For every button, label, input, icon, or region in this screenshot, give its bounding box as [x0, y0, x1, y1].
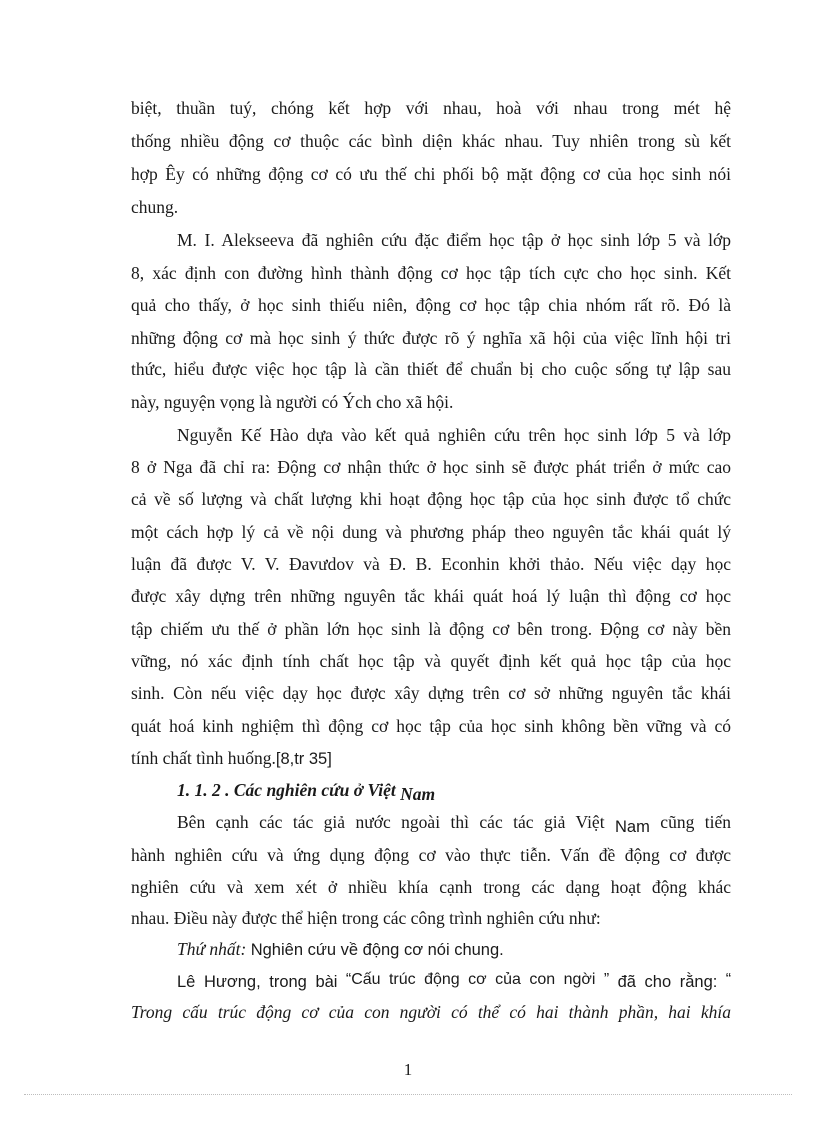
- page-number: 1: [403, 1060, 413, 1079]
- section-heading: [177, 779, 731, 804]
- open-quote: “: [725, 971, 732, 988]
- text-line: M. I. Alekseeva đã nghiên cứu đặc điểm học tập ở học sinh lớp 5 và lớp: [177, 230, 731, 250]
- text-line: nhau. Điều này được thể hiện trong các công trình nghiên cứu như:: [131, 908, 601, 928]
- text-line: [177, 970, 731, 994]
- text-line: hợp Êy có những động cơ có ưu thế chi phối bộ mặt động cơ của học sinh nói: [131, 164, 731, 184]
- heading-text: 1. 1. 2 . Các nghiên cứu ở Việt: [177, 780, 396, 800]
- text-line: quả cho thấy, ở học sinh thiếu niên, động cơ học tập chia nhóm rất rõ. Đó là: [131, 295, 731, 315]
- text-fragment: Bên cạnh các tác giả nước ngoài thì các tác giả Việt: [177, 812, 605, 832]
- text-line: biệt, thuần tuý, chóng kết hợp với nhau, hoà với nhau trong mét hệ: [131, 98, 731, 118]
- text-line: này, nguyện vọng là người có Ých cho xã hội.: [131, 392, 454, 412]
- text-line: một cách hợp lý cả về nội dung và phương pháp theo nguyên tắc khái quát lý: [131, 522, 731, 542]
- citation: [8,tr 35]: [275, 750, 332, 768]
- text-line: vững, nó xác định tính chất học tập và quyết định kết quả học tập của học: [131, 651, 731, 671]
- text-line: 8 ở Nga đã chỉ ra: Động cơ nhận thức ở học sinh sẽ được phát triển ở mức cao: [131, 457, 731, 477]
- footer-divider: [24, 1094, 792, 1095]
- text-line: thức, hiểu được việc học tập là cần thiết để chuẩn bị cho cuộc sống tự lập sau: [131, 359, 731, 379]
- text-line: hành nghiên cứu và ứng dụng động cơ vào thực tiễn. Vấn đề động cơ được: [131, 845, 731, 865]
- label-italic: Thứ nhất:: [177, 939, 247, 959]
- text-line: 8, xác định con đường hình thành động cơ học tập tích cực cho học sinh. Kết: [131, 263, 731, 283]
- text-fragment-lowered: Nam: [615, 818, 650, 836]
- text-line: nghiên cứu và xem xét ở nhiều khía cạnh trong các dạng hoạt động khác: [131, 877, 731, 897]
- text-fragment: Nghiên cứu về động cơ nói chung.: [250, 941, 504, 959]
- text-line: [131, 747, 731, 770]
- text-fragment: cũng tiến: [660, 812, 731, 832]
- quoted-title: “Cấu trúc động cơ của con ngời ”: [345, 971, 610, 988]
- text-line: quát hoá kinh nghiệm thì động cơ học tập của học sinh không bền vững và có: [131, 716, 731, 736]
- text-line: Nguyễn Kế Hào dựa vào kết quả nghiên cứu trên học sinh lớp 5 và lớp: [177, 425, 731, 445]
- text-line: được xây dựng trên những nguyên tắc khái quát hoá lý luận thì động cơ học: [131, 586, 731, 606]
- text-line-italic: Trong cấu trúc động cơ của con người có thể có hai thành phần, hai khía: [131, 1002, 731, 1022]
- text-line: cả về số lượng và chất lượng khi hoạt động học tập của học sinh được tổ chức: [131, 489, 731, 509]
- text-line: [177, 811, 731, 834]
- text-line: luận đã được V. V. Đavưdov và Đ. B. Econhin khởi thảo. Nếu việc dạy học: [131, 554, 731, 574]
- text-line: thống nhiều động cơ thuộc các bình diện khác nhau. Tuy nhiên trong sù kết: [131, 131, 731, 151]
- text-fragment: đã cho rằng:: [617, 973, 718, 991]
- text-line: chung.: [131, 197, 179, 217]
- text-line: [177, 938, 731, 961]
- text-line: những động cơ mà học sinh ý thức được rõ ý nghĩa xã hội của việc lĩnh hội tri: [131, 328, 731, 348]
- heading-text-lowered: Nam: [400, 784, 436, 804]
- text-line: tập chiếm ưu thế ở phần lớn học sinh là động cơ bên trong. Động cơ này bền: [131, 619, 731, 639]
- text-fragment: Lê Hương, trong bài: [177, 973, 338, 991]
- text-fragment: tính chất tình huống.: [131, 748, 276, 768]
- text-line: sinh. Còn nếu việc dạy học được xây dựng trên cơ sở những nguyên tắc khái: [131, 683, 731, 703]
